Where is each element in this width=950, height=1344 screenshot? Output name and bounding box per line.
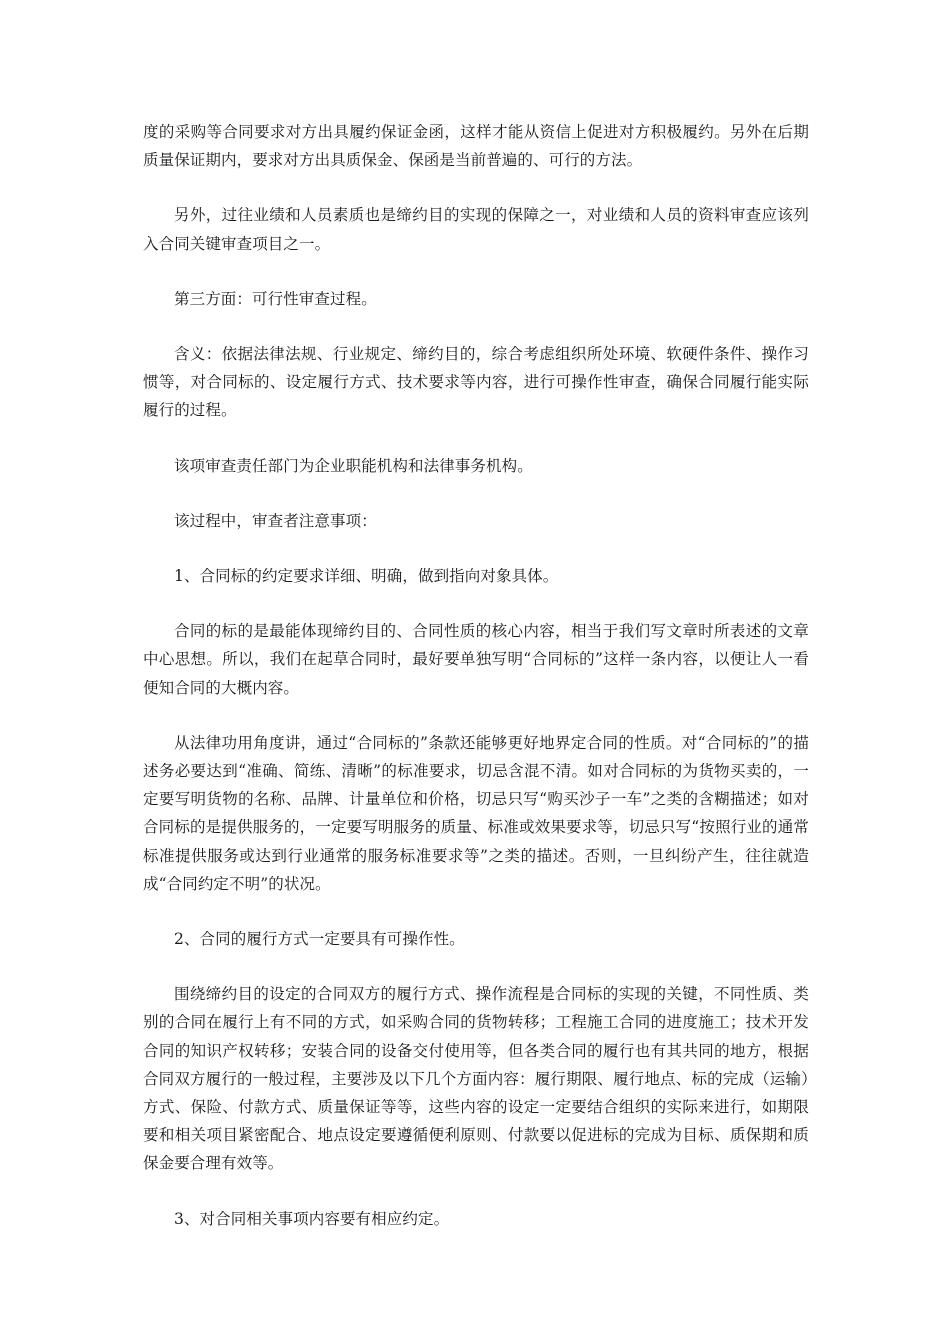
paragraph-legal-function: 从法律功用角度讲，通过“合同标的”条款还能够更好地界定合同的性质。对“合同标的”的描述务必要达到“准确、简练、清晰”的标准要求，切忌含混不清。如对合同标的为货物买卖的，一定要写明货物的名称、品牌、计量单位和价格，切忌只写“购买沙子一车”之类的含糊描述；如对合同标的是提供服务的，一定要写明服务的质量、标准或效果要求等，切忌只写“按照行业的通常标准提供服务或达到行业通常的服务标准要求等”之类的描述。否则，一旦纠纷产生，往往就造成“合同约定不明”的状况。 [143, 733, 809, 893]
paragraph-definition: 含义：依据法律法规、行业规定、缔约目的，综合考虑组织所处环境、软硬件条件、操作习惯等，对合同标的、设定履行方式、技术要求等内容，进行可操作性审查，确保合同履行能实际履行的过程。 [143, 345, 809, 420]
paragraph-1: 度的采购等合同要求对方出具履约保证金函，这样才能从资信上促进对方积极履约。另外在后期质量保证期内，要求对方出具质保金、保函是当前普遍的、可行的方法。 [143, 123, 809, 170]
item-heading-3: 3、对合同相关事项内容要有相应约定。 [174, 1209, 450, 1228]
paragraph-performance: 围绕缔约目的设定的合同双方的履行方式、操作流程是合同标的实现的关键，不同性质、类别的合同在履行上有不同的方式，如采购合同的货物转移；工程施工合同的进度施工；技术开发合同的知识产权转移；安装合同的设备交付使用等，但各类合同的履行也有其共同的地方，根据合同双方履行的一般过程，主要涉及以下几个方面内容：履行期限、履行地点、标的完成（运输）方式、保险、付款方式、质量保证等等，这些内容的设定一定要结合组织的实际来进行，如期限要和相关项目紧密配合、地点设定要遵循便利原则、付款要以促进标的完成为目标、质保期和质保金要合理有效等。 [143, 985, 809, 1173]
item-heading-1: 1、合同标的约定要求详细、明确，做到指向对象具体。 [174, 567, 559, 586]
section-heading-feasibility: 第三方面：可行性审查过程。 [174, 289, 377, 308]
paragraph-responsible-dept: 该项审查责任部门为企业职能机构和法律事务机构。 [174, 456, 533, 475]
item-heading-2: 2、合同的履行方式一定要具有可操作性。 [174, 930, 465, 949]
document-body [143, 118, 809, 1260]
paragraph-subject-core: 合同的标的是最能体现缔约目的、合同性质的核心内容，相当于我们写文章时所表述的文章中心思想。所以，我们在起草合同时，最好要单独写明“合同标的”这样一条内容，以便让人一看便知合同的大概内容。 [143, 622, 809, 697]
paragraph-notes-intro: 该过程中，审查者注意事项： [174, 511, 377, 530]
paragraph-2: 另外，过往业绩和人员素质也是缔约目的实现的保障之一，对业绩和人员的资料审查应该列入合同关键审查项目之一。 [143, 206, 809, 253]
